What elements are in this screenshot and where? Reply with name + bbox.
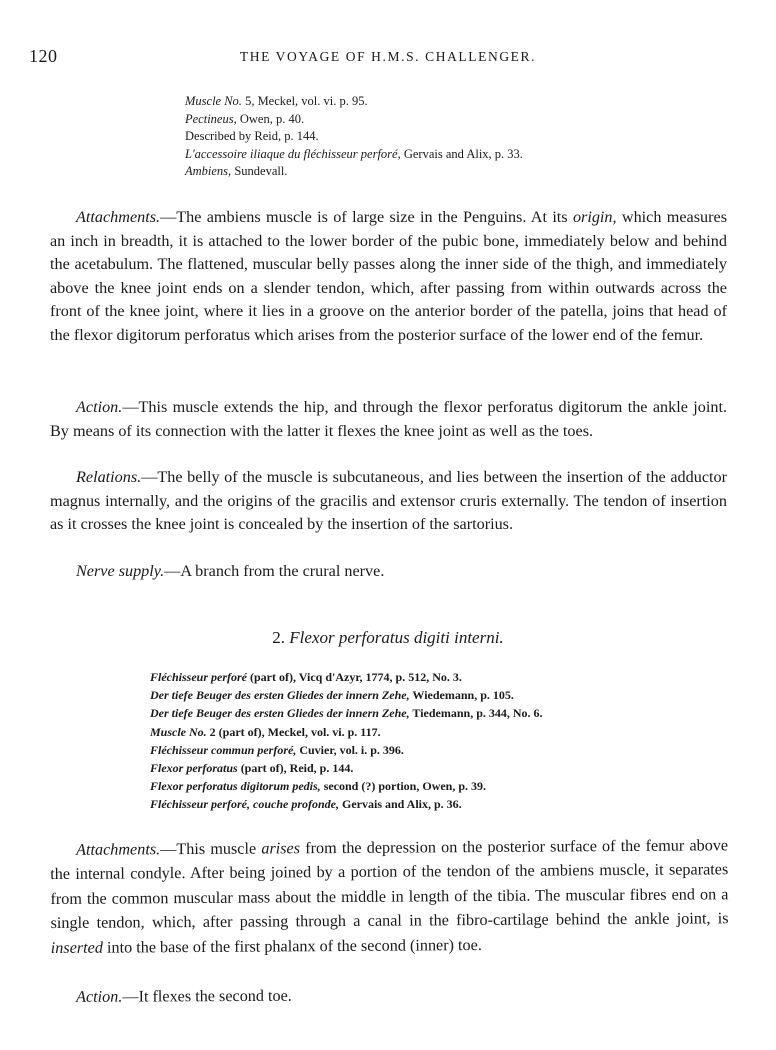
synonym-citation: Cuvier, vol. i. p. 396. — [296, 742, 404, 757]
paragraph-text: —This muscle — [160, 839, 262, 859]
synonym-name: Ambiens, — [185, 164, 232, 179]
synonym-citation: Gervais and Alix, p. 33. — [400, 146, 523, 161]
synonym-citation: (part of), Reid, p. 144. — [237, 761, 354, 776]
synonym-citation: Owen, p. 40. — [236, 111, 305, 126]
section-heading — [0, 628, 776, 648]
action-paragraph — [50, 396, 727, 443]
paragraph-text: into the base of the first phalanx of the second (inner) toe. — [102, 935, 482, 957]
paragraph-text: —This muscle extends the hip, and through the flexor perforatus digitorum the ankle joint. By means of its connection with the latter it flexes the knee joint as well as the toes. — [50, 398, 727, 440]
synonym-citation: Wiedemann, p. 105. — [409, 688, 514, 703]
synonym-list-ambiens — [185, 93, 523, 181]
synonym-item — [150, 723, 543, 741]
synonym-citation: (part of), Vicq d'Azyr, 1774, p. 512, No. 3. — [247, 670, 462, 684]
synonym-name: Fléchisseur perforé — [150, 670, 247, 684]
running-head: THE VOYAGE OF H.M.S. CHALLENGER. — [239, 49, 537, 64]
page-number: 120 — [29, 46, 58, 66]
synonym-list-flexor — [150, 668, 543, 814]
synonym-citation: 5, Meckel, vol. vi. p. 95. — [241, 94, 368, 108]
synonym-citation: Described by Reid, p. 144. — [185, 129, 319, 144]
paragraph-heading: Nerve supply. — [76, 562, 165, 580]
paragraph-heading: Attachments. — [76, 208, 161, 226]
emphasis-text: arises — [261, 839, 301, 858]
synonym-item — [150, 777, 543, 795]
synonym-item — [185, 111, 523, 129]
synonym-item — [150, 704, 543, 722]
synonym-name: Pectineus, — [185, 111, 237, 126]
synonym-name: Flexor perforatus digitorum pedis, — [150, 779, 321, 794]
paragraph-heading: Relations. — [76, 468, 142, 486]
synonym-citation: 2 (part of), Meckel, vol. vi. p. 117. — [206, 724, 381, 739]
paragraph-text: —It flexes the second toe. — [122, 986, 292, 1006]
section-number: 2. — [272, 628, 286, 647]
synonym-name: L'accessoire iliaque du fléchisseur perforé, — [185, 146, 401, 161]
synonym-citation: Sundevall. — [231, 164, 288, 179]
paragraph-text: —The belly of the muscle is subcutaneous, and lies between the insertion of the adductor magnus internally, and the origins of the gracilis and extensor cruris externally. The tendon of insertion as it crosses the knee joint is concealed by the insertion of the sartorius. — [50, 468, 727, 534]
emphasis-text: inserted — [50, 938, 103, 957]
synonym-item — [185, 163, 523, 181]
synonym-citation: Tiedemann, p. 344, No. 6. — [409, 706, 543, 721]
section-title: Flexor perforatus digiti interni. — [289, 628, 504, 647]
synonym-name: Der tiefe Beuger des ersten Gliedes der innern Zehe, — [150, 688, 410, 703]
paragraph-text: —The ambiens muscle is of large size in the Penguins. At its — [160, 208, 573, 226]
paragraph-heading: Attachments. — [76, 840, 161, 859]
synonym-item — [185, 93, 523, 111]
synonym-item — [150, 686, 543, 704]
synonym-name: Muscle No. — [150, 724, 207, 739]
paragraph-text: which measures an inch in breadth, it is attached to the lower border of the pubic bone, immediately below and behind the acetabulum. The flattened, muscular belly passes along the inner side of the thigh, and immediately above the knee joint ends on a slender tendon, which, after passing from within outwards across the front of the knee joint, where it lies in a groove on the anterior border of the patella, joins that head of the flexor digitorum perforatus which arises from the posterior surface of the lower end of the femur. — [50, 208, 727, 344]
synonym-name: Fléchisseur commun perforé, — [150, 742, 297, 757]
paragraph-text: from the depression on the posterior surface of the femur above the internal condyle. After being joined by a portion of the tendon of the ambiens muscle, it separates from the common muscular mass about the middle in length of the tibia. The muscular fibres end on a single tendon, which, after passing through a canal in the fibro-cartilage behind the ankle joint, is — [50, 836, 729, 933]
attachments-paragraph — [50, 206, 727, 348]
synonym-item — [150, 795, 543, 813]
paragraph-heading: Action. — [76, 987, 123, 1006]
synonym-name: Muscle No. — [185, 94, 242, 108]
action-paragraph-2 — [50, 982, 727, 1009]
nerve-supply-paragraph — [50, 560, 727, 584]
paragraph-text: —A branch from the crural nerve. — [164, 562, 385, 580]
relations-paragraph — [50, 466, 727, 537]
synonym-name: Der tiefe Beuger des ersten Gliedes der innern Zehe, — [150, 706, 410, 721]
synonym-name: Fléchisseur perforé, couche profonde, — [150, 797, 339, 812]
synonym-item — [185, 146, 523, 164]
synonym-citation: Gervais and Alix, p. 36. — [339, 797, 462, 812]
synonym-item — [150, 741, 543, 759]
synonym-citation: second (?) portion, Owen, p. 39. — [320, 779, 487, 794]
synonym-item — [185, 128, 523, 146]
synonym-item — [150, 668, 543, 686]
synonym-item — [150, 759, 543, 777]
synonym-name: Flexor perforatus — [150, 761, 238, 776]
emphasis-text: origin, — [572, 208, 617, 226]
paragraph-heading: Action. — [76, 398, 123, 416]
attachments-paragraph-2 — [50, 833, 729, 960]
